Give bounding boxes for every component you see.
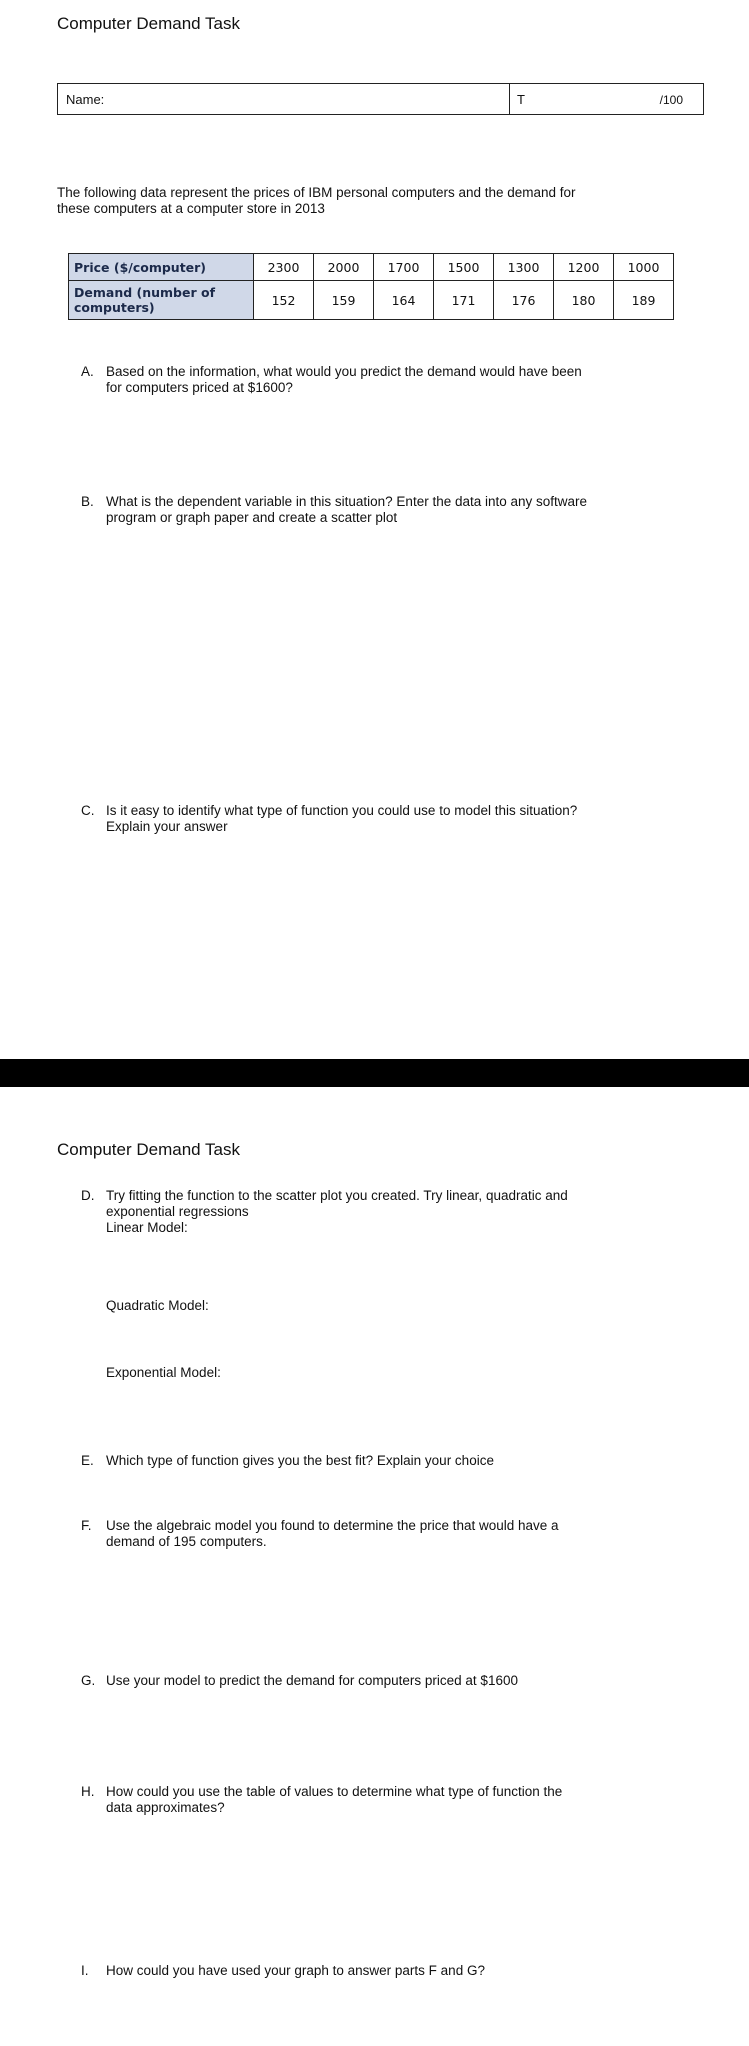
question-f [81,1518,721,1552]
demand-cell: 176 [494,281,554,320]
price-cell: 1500 [434,254,494,281]
t-label: T [517,92,525,107]
question-e [81,1453,721,1471]
price-cell: 1700 [374,254,434,281]
name-box-divider [509,84,510,114]
question-letter: C. [81,803,95,818]
question-letter: A. [81,364,94,379]
score-label: /100 [659,93,683,107]
question-d-line-2: exponential regressions [106,1204,249,1219]
demand-cell: 164 [374,281,434,320]
question-a-line-1: Based on the information, what would you predict the demand would have been [106,364,582,379]
question-d [81,1188,721,1238]
question-c-line-2: Explain your answer [106,819,228,834]
question-f-line-2: demand of 195 computers. [106,1534,267,1549]
demand-header [69,281,254,320]
question-a-line-2: for computers priced at $1600? [106,380,293,395]
question-i-line-1: How could you have used your graph to answer parts F and G? [106,1963,485,1978]
demand-header-line-1: Demand (number of [74,285,216,300]
demand-cell: 159 [314,281,374,320]
question-e-line-1: Which type of function gives you the best fit? Explain your choice [106,1453,494,1468]
question-letter: F. [81,1518,92,1533]
question-c-line-1: Is it easy to identify what type of function you could use to model this situation? [106,803,578,818]
question-b-line-1: What is the dependent variable in this situation? Enter the data into any software [106,494,588,509]
price-cell: 1200 [554,254,614,281]
question-letter: E. [81,1453,94,1468]
question-d-line-1: Try fitting the function to the scatter plot you created. Try linear, quadratic and [106,1188,568,1203]
question-h [81,1784,721,1818]
price-cell: 1300 [494,254,554,281]
question-h-line-2: data approximates? [106,1800,225,1815]
question-letter: D. [81,1188,95,1203]
name-box [57,83,704,115]
name-label: Name: [66,92,105,107]
demand-cell: 180 [554,281,614,320]
page-title: Computer Demand Task [57,1140,240,1159]
price-cell: 2000 [314,254,374,281]
question-h-line-1: How could you use the table of values to determine what type of function the [106,1784,563,1799]
page-title: Computer Demand Task [57,14,240,33]
exponential-model-label: Exponential Model: [106,1365,221,1380]
question-b-line-2: program or graph paper and create a scatter plot [106,510,398,525]
intro-text [57,185,576,217]
price-demand-table [68,253,674,320]
quadratic-model-label: Quadratic Model: [106,1298,209,1313]
question-a [81,364,721,398]
price-row [69,254,674,281]
question-letter: G. [81,1673,96,1688]
page-separator [0,1059,749,1087]
question-g-line-1: Use your model to predict the demand for computers priced at $1600 [106,1673,518,1688]
price-cell: 1000 [614,254,674,281]
question-letter: H. [81,1784,95,1799]
question-letter: B. [81,494,94,509]
demand-cell: 171 [434,281,494,320]
question-c [81,803,721,837]
question-letter: I. [81,1963,89,1978]
question-i [81,1963,721,1981]
demand-row [69,281,674,320]
intro-line-2: these computers at a computer store in 2013 [57,201,325,216]
price-header: Price ($/computer) [69,254,254,281]
question-g [81,1673,721,1691]
demand-cell: 189 [614,281,674,320]
intro-line-1: The following data represent the prices of IBM personal computers and the demand for [57,185,576,200]
linear-model-label: Linear Model: [106,1220,188,1235]
price-cell: 2300 [254,254,314,281]
question-b [81,494,721,528]
question-f-line-1: Use the algebraic model you found to determine the price that would have a [106,1518,559,1533]
demand-header-line-2: computers) [74,300,155,315]
demand-cell: 152 [254,281,314,320]
